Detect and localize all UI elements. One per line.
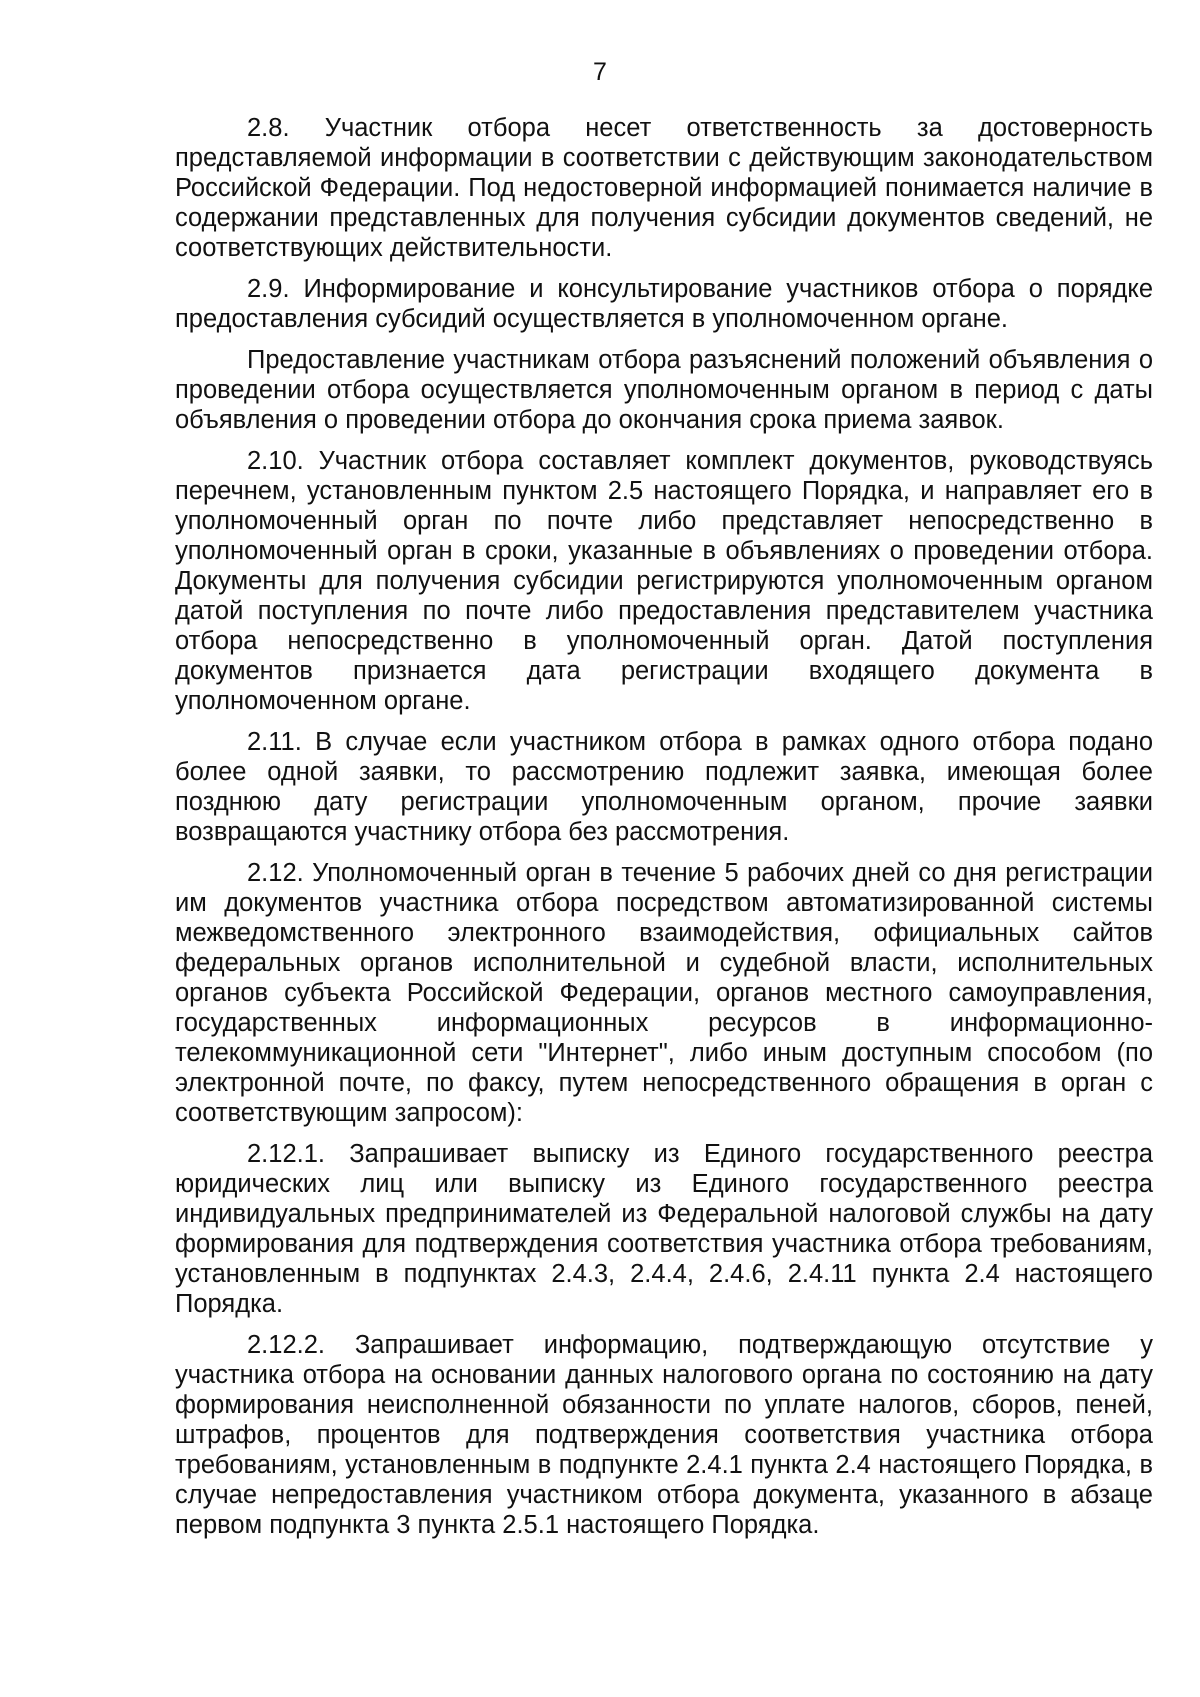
paragraph-2-9: 2.9. Информирование и консультирование участников отбора о порядке предоставления субсидий осуществляется в уполномоченном органе.	[175, 275, 1153, 333]
paragraph-2-9-clarifications: Предоставление участникам отбора разъяснений положений объявления о проведении отбора осуществляется уполномоченным органом в период с даты объявления о проведении отбора до окончания срока приема заявок.	[175, 346, 1153, 434]
paragraph-2-10: 2.10. Участник отбора составляет комплект документов, руководствуясь перечнем, установленным пунктом 2.5 настоящего Порядка, и направляет его в уполномоченный орган по почте либо представляет непосредственно в уполномоченный орган в сроки, указанные в объявлениях о проведении отбора. Документы для получения субсидии регистрируются уполномоченным органом датой поступления по почте либо предоставления представителем участника отбора непосредственно в уполномоченный орган. Датой поступления документов признается дата регистрации входящего документа в уполномоченном органе.	[175, 447, 1153, 715]
document-body	[175, 113, 1153, 1540]
paragraph-2-11: 2.11. В случае если участником отбора в рамках одного отбора подано более одной заявки, то рассмотрению подлежит заявка, имеющая более позднюю дату регистрации уполномоченным органом, прочие заявки возвращаются участнику отбора без рассмотрения.	[175, 728, 1153, 846]
paragraph-2-8: 2.8. Участник отбора несет ответственность за достоверность представляемой информации в соответствии с действующим законодательством Российской Федерации. Под недостоверной информацией понимается наличие в содержании представленных для получения субсидии документов сведений, не соответствующих действительности.	[175, 114, 1153, 262]
paragraph-2-12-1: 2.12.1. Запрашивает выписку из Единого государственного реестра юридических лиц или выписку из Единого государственного реестра индивидуальных предпринимателей из Федеральной налоговой службы на дату формирования для подтверждения соответствия участника отбора требованиям, установленным в подпунктах 2.4.3, 2.4.4, 2.4.6, 2.4.11 пункта 2.4 настоящего Порядка.	[175, 1140, 1153, 1318]
paragraph-2-12: 2.12. Уполномоченный орган в течение 5 рабочих дней со дня регистрации им документов участника отбора посредством автоматизированной системы межведомственного электронного взаимодействия, официальных сайтов федеральных органов исполнительной и судебной власти, исполнительных органов субъекта Российской Федерации, органов местного самоуправления, государственных информационных ресурсов в информационно-телекоммуникационной сети "Интернет", либо иным доступным способом (по электронной почте, по факсу, путем непосредственного обращения в орган с соответствующим запросом):	[175, 859, 1153, 1127]
paragraph-2-12-2: 2.12.2. Запрашивает информацию, подтверждающую отсутствие у участника отбора на основании данных налогового органа по состоянию на дату формирования неисполненной обязанности по уплате налогов, сборов, пеней, штрафов, процентов для подтверждения соответствия участника отбора требованиям, установленным в подпункте 2.4.1 пункта 2.4 настоящего Порядка, в случае непредоставления участником отбора документа, указанного в абзаце первом подпункта 3 пункта 2.5.1 настоящего Порядка.	[175, 1331, 1153, 1539]
page-number: 7	[593, 58, 607, 86]
